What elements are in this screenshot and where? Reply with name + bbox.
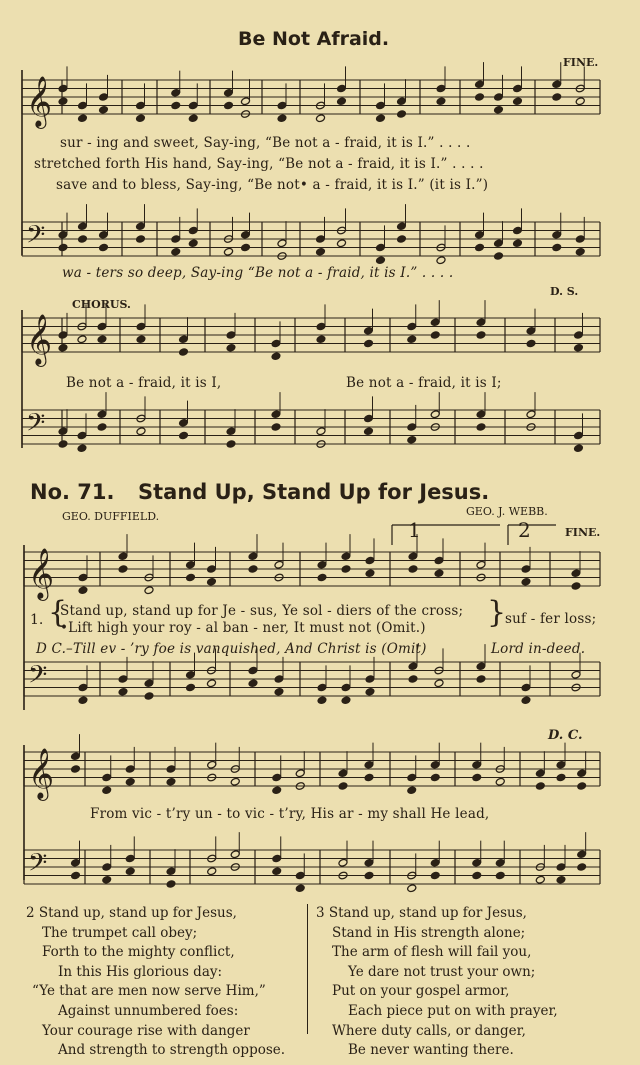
note-head [407,884,417,893]
verse-2-line: Against unnumbered foes: [58,1002,239,1019]
verse-2-line: Forth to the mighty conflict, [42,944,235,961]
chorus-label: CHORUS. [72,298,131,311]
note-head [336,239,346,248]
note-head [223,101,233,110]
note-head [70,871,80,880]
note-head [272,867,282,876]
note-head [573,444,583,453]
note-head [125,867,135,876]
hymn-number: No. 71. [30,480,115,504]
clef-symbol: 𝄢 [26,408,46,444]
clef-symbol: 𝄢 [28,848,48,884]
note-head [58,97,68,106]
note-head [430,773,440,782]
note-head [521,577,531,586]
note-head [407,335,417,344]
note-head [295,884,305,893]
note-head [178,431,188,440]
verse-2 [26,904,285,1061]
note-head [102,875,112,884]
brace-right: } [487,595,507,630]
note-head [375,256,385,265]
verse-2-line: 2 Stand up, stand up for Jesus, [26,905,237,921]
verse-3-line: Put on your gospel armor, [332,983,510,1000]
note-head [577,863,587,872]
note-head [315,114,325,123]
clef-symbol: 𝄢 [26,220,46,256]
brace-left: { [48,595,68,630]
lyric-line-2: stretched forth His hand, Say-ing, “Be not a - fraid, it is I.” . . . . [34,156,484,172]
verse-3-line: Be never wanting there. [348,1042,514,1059]
clef-symbol: 𝄞 [26,76,53,127]
note-head [493,252,503,261]
bass-lyric-line: wa - ters so deep, Say-ing “Be not a - fraid, it is I.” . . . . [62,265,454,281]
dc-marker: D. C. [548,728,583,743]
note-head [364,773,374,782]
note-head [365,687,375,696]
note-head [118,565,128,574]
note-head [375,114,385,123]
note-head [341,565,351,574]
note-head [535,875,545,884]
verse-3-line: Each piece put on with prayer, [348,1002,558,1019]
note-head [476,675,486,684]
note-head [512,97,522,106]
note-head [230,777,240,786]
note-head [512,239,522,248]
note-head [575,247,585,256]
note-head [474,93,484,102]
verse-3-line: Where duty calls, or danger, [332,1022,526,1039]
note-head [206,679,216,688]
note-head [136,335,146,344]
note-head [58,440,68,449]
verse-3-line: The arm of flesh will fail you, [332,944,532,961]
note-head [277,114,287,123]
note-head [102,786,112,795]
note-head [58,343,68,352]
hymn-title-be-not-afraid: Be Not Afraid. [238,28,390,50]
note-head [430,331,440,340]
note-head [78,586,88,595]
note-head [317,573,327,582]
note-head [206,577,216,586]
hymn-title: Stand Up, Stand Up for Jesus. [138,480,490,504]
fine-marker-71: FINE. [565,526,601,539]
note-head [430,871,440,880]
note-head [556,875,566,884]
note-head [188,114,198,123]
verse-2-line: And strength to strength oppose. [58,1042,286,1059]
note-head [476,423,486,432]
verse-3 [316,904,558,1061]
note-head [144,692,154,701]
note-head [78,696,88,705]
note-head [240,243,250,252]
note-head [188,239,198,248]
note-head [317,696,327,705]
note-head [571,582,581,591]
verse-number: 1. [30,612,44,628]
note-head [396,235,406,244]
note-head [315,247,325,256]
ds-marker: D. S. [550,285,579,298]
note-head [573,343,583,352]
note-head [97,335,107,344]
note-head [166,777,176,786]
note-head [144,586,154,595]
note-head [577,782,587,791]
note-head [436,97,446,106]
note-head [70,765,80,774]
note-head [363,339,373,348]
verse-divider [307,904,308,1034]
dc-lyric-end: Lord in-deed. [491,641,586,657]
note-head [408,675,418,684]
note-head [226,440,236,449]
note-head [434,569,444,578]
note-head [97,423,107,432]
note-head [521,696,531,705]
note-head [472,773,482,782]
clef-symbol: 𝄢 [28,660,48,696]
lyric-line-1: sur - ing and sweet, Say-ing, “Be not a - fraid, it is I.” . . . . [60,135,471,151]
dc-lyric-line: D C.–Till ev - ’ry foe is vanquished, And Christ is (Omit) [36,641,427,657]
note-head [493,105,503,114]
chorus-lyric-2: Be not a - fraid, it is I; [346,375,502,391]
verse-3-line: Stand in His strength alone; [332,924,526,941]
note-head [77,235,87,244]
note-head [341,696,351,705]
note-head [556,773,566,782]
note-head [135,235,145,244]
note-head [207,867,217,876]
verse-2-line: “Ye that are men now serve Him,” [32,983,266,1000]
note-head [272,786,282,795]
lyric-line-1-71: Stand up, stand up for Je - sus, Ye sol - diers of the cross; [60,603,464,619]
note-head [336,97,346,106]
note-head [135,114,145,123]
note-head [77,335,87,344]
note-head [338,782,348,791]
note-head [223,247,233,256]
verse-2-line: The trumpet call obey; [42,924,198,941]
note-head [363,427,373,436]
note-head [472,871,482,880]
note-head [98,243,108,252]
note-head [77,444,87,453]
note-head [77,114,87,123]
verse-3-line: 3 Stand up, stand up for Jesus, [316,905,527,921]
lyric-line-3-71: From vic - t’ry un - to vic - t’ry, His ar - my shall He lead, [90,806,490,822]
note-head [495,777,505,786]
note-head [125,777,135,786]
note-head [526,339,536,348]
note-head [476,331,486,340]
second-ending: 2 [518,518,531,542]
first-ending: 1 [408,518,421,542]
note-head [407,435,417,444]
note-head [364,871,374,880]
note-head [226,343,236,352]
note-head [396,110,406,119]
lyric-line-3: save and to bless, Say-ing, “Be not• a - fraid, it is I.” (it is I.”) [56,177,489,193]
note-head [474,243,484,252]
note-head [248,679,258,688]
note-head [248,565,258,574]
note-head [136,427,146,436]
chorus-lyric-1: Be not a - fraid, it is I, [66,375,222,391]
fine-marker: FINE. [563,56,599,69]
note-head [407,786,417,795]
lyric-line-2-end: suf - fer loss; [505,611,597,627]
note-head [171,247,181,256]
note-head [171,101,181,110]
note-head [535,782,545,791]
clef-symbol: 𝄞 [28,548,55,599]
note-head [495,871,505,880]
lyric-line-2-71: •Lift high your roy - al ban - ner, It must not (Omit.) [60,620,426,636]
note-head [185,573,195,582]
verse-3-line: Ye dare not trust your own; [348,963,536,980]
note-head [408,565,418,574]
note-head [118,687,128,696]
verse-2-line: Your courage rise with danger [42,1022,250,1039]
clef-symbol: 𝄞 [26,314,53,365]
note-head [575,97,585,106]
composer: GEO. J. WEBB. [466,505,548,518]
clef-symbol: 𝄞 [28,748,55,799]
verse-2-line: In this His glorious day: [58,963,223,980]
note-head [434,679,444,688]
note-head [58,243,68,252]
note-head [552,93,562,102]
note-head [271,352,281,361]
note-head [316,335,326,344]
note-head [98,105,108,114]
lyricist: GEO. DUFFIELD. [62,510,160,523]
note-head [185,683,195,692]
note-head [436,256,446,265]
note-head [365,569,375,578]
note-head [274,687,284,696]
note-head [178,348,188,357]
note-head [271,423,281,432]
note-head [552,243,562,252]
note-head [166,880,176,889]
